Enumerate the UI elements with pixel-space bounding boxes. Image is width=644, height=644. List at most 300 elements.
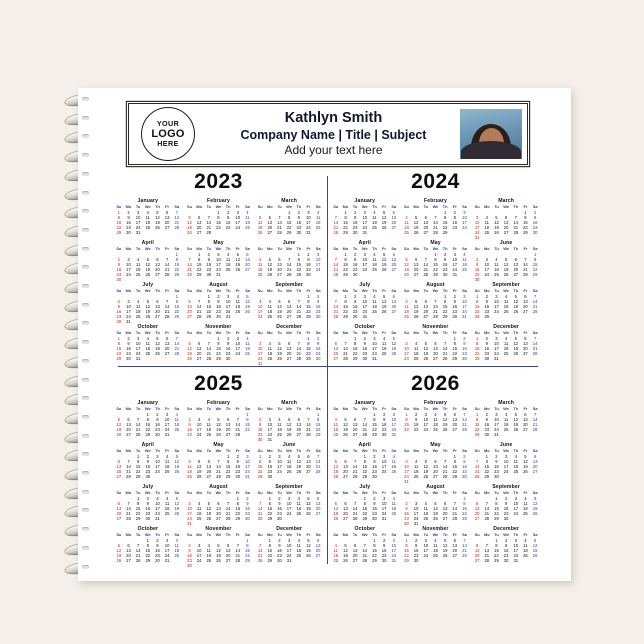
day-cell: 18 — [372, 219, 377, 225]
day-cell: 21 — [286, 266, 292, 272]
day-cell: 30 — [116, 277, 122, 281]
day-cell: 4 — [258, 256, 262, 262]
day-cell: 18 — [391, 505, 397, 511]
year-label: 2024 — [411, 170, 460, 193]
day-cell — [492, 235, 502, 239]
weekday-header: Th — [442, 246, 448, 251]
day-cell: 9 — [373, 500, 376, 506]
months-grid — [114, 198, 323, 365]
day-cell — [421, 479, 431, 483]
month-name: October — [354, 526, 376, 532]
day-cell: 1 — [136, 453, 140, 459]
day-cell: 14 — [352, 463, 358, 469]
day-cell: 6 — [524, 293, 527, 299]
month-block — [331, 484, 399, 525]
day-cell: 26 — [442, 426, 448, 432]
month-block — [185, 526, 253, 567]
day-cell — [370, 272, 380, 277]
weekday-header: Su — [186, 490, 192, 495]
day-cell: 6 — [297, 416, 300, 422]
weekday-header: We — [215, 330, 222, 335]
day-cell: 3 — [405, 458, 408, 464]
day-cell: 9 — [127, 340, 130, 346]
weekday-header: Tu — [494, 330, 499, 335]
weekday-header: Th — [442, 204, 448, 209]
weekday-header: Su — [403, 330, 409, 335]
day-cell: 26 — [413, 313, 419, 319]
day-cell: 9 — [146, 500, 149, 506]
weekday-header: Fr — [382, 288, 387, 293]
day-cell: 3 — [316, 251, 320, 257]
day-cell — [172, 474, 182, 479]
day-cell: 9 — [485, 298, 488, 304]
day-cell: 19 — [155, 219, 160, 225]
weekday-header: Tu — [206, 448, 212, 453]
day-cell: 1 — [136, 495, 140, 501]
month-name: May — [430, 442, 441, 448]
day-cell: 29 — [135, 473, 141, 479]
day-cell: 19 — [277, 308, 282, 314]
month-block — [114, 198, 182, 239]
day-cell — [162, 277, 172, 281]
months-grid — [114, 400, 323, 567]
day-cell: 25 — [513, 468, 519, 474]
day-cell — [501, 314, 511, 319]
weekday-header: We — [361, 288, 368, 293]
day-cell: 25 — [423, 515, 429, 521]
day-cell: 3 — [485, 256, 488, 262]
day-cell: 30 — [462, 355, 467, 361]
weekday-header: Sa — [245, 532, 250, 537]
day-cell: 14 — [296, 303, 302, 309]
day-cell: 4 — [495, 256, 498, 262]
day-cell: 30 — [225, 355, 231, 361]
day-cell: 22 — [404, 552, 409, 558]
day-cell: 20 — [513, 266, 519, 272]
day-cell: 24 — [225, 308, 231, 314]
day-cell: 15 — [245, 547, 250, 553]
day-cell: 1 — [475, 335, 479, 341]
day-cell: 19 — [116, 426, 122, 432]
day-cell — [370, 230, 380, 235]
weekday-header: Th — [296, 330, 302, 335]
day-cell: 1 — [453, 453, 456, 459]
day-cell: 25 — [523, 552, 528, 558]
month-block — [185, 324, 253, 365]
day-cell: 31 — [187, 521, 192, 525]
day-cell: 24 — [494, 308, 499, 314]
day-cell: 11 — [225, 256, 231, 262]
month-day-grid — [472, 407, 540, 437]
day-cell: 11 — [333, 421, 338, 427]
day-cell: 1 — [363, 495, 366, 501]
day-cell: 3 — [495, 293, 498, 299]
weekday-header: We — [286, 490, 292, 495]
day-cell: 16 — [225, 345, 231, 351]
day-cell: 3 — [424, 411, 427, 417]
weekday-header: Tu — [352, 288, 358, 293]
day-cell: 12 — [296, 458, 302, 464]
day-cell: 7 — [334, 214, 337, 220]
day-cell: 17 — [404, 468, 409, 474]
day-cell: 1 — [246, 411, 249, 417]
day-cell — [313, 437, 323, 441]
day-cell: 17 — [474, 224, 480, 230]
day-cell: 23 — [413, 552, 419, 558]
weekday-header: We — [432, 448, 439, 453]
day-cell: 16 — [296, 219, 302, 225]
day-cell: 2 — [117, 256, 120, 262]
day-cell: 16 — [225, 219, 231, 225]
day-cell: 10 — [216, 256, 221, 262]
day-cell: 19 — [145, 308, 151, 314]
month-block — [472, 198, 540, 239]
day-cell: 29 — [216, 355, 221, 361]
day-cell: 7 — [226, 500, 230, 506]
day-cell: 25 — [164, 510, 170, 516]
day-cell: 20 — [187, 308, 192, 314]
day-cell: 28 — [532, 350, 538, 356]
day-cell: 27 — [116, 515, 122, 521]
weekday-header: Tu — [423, 246, 429, 251]
month-day-grid — [331, 289, 399, 319]
day-cell: 2 — [533, 209, 537, 215]
month-name: December — [276, 324, 303, 330]
day-cell: 10 — [484, 261, 490, 267]
weekday-header: Sa — [532, 448, 538, 453]
day-cell: 2 — [504, 495, 508, 501]
weekday-header: Fr — [165, 448, 170, 453]
weekday-header: Su — [333, 448, 339, 453]
weekday-header: Mo — [413, 490, 419, 495]
month-name: April — [141, 240, 154, 246]
day-cell — [153, 356, 163, 361]
day-cell: 13 — [126, 547, 131, 553]
day-cell: 19 — [523, 463, 528, 469]
day-cell: 27 — [474, 515, 480, 521]
weekday-header: Tu — [135, 246, 141, 251]
day-cell: 27 — [523, 350, 528, 356]
day-cell — [511, 277, 521, 281]
day-cell: 6 — [392, 209, 395, 215]
weekday-header: Fr — [165, 406, 170, 411]
day-cell: 29 — [474, 431, 480, 437]
day-cell: 9 — [453, 214, 456, 220]
day-cell: 18 — [267, 350, 273, 356]
day-cell: 2 — [278, 537, 281, 543]
day-cell: 30 — [484, 431, 490, 437]
day-cell: 21 — [532, 345, 538, 351]
day-cell: 21 — [484, 552, 490, 558]
binding-hole — [82, 546, 89, 550]
day-cell — [223, 521, 233, 525]
day-cell: 8 — [344, 214, 347, 220]
day-cell: 25 — [296, 552, 302, 558]
day-cell: 3 — [136, 335, 140, 341]
day-cell: 22 — [442, 308, 448, 314]
day-cell: 2 — [258, 416, 262, 422]
day-cell: 2 — [475, 256, 479, 262]
month-day-grid — [114, 289, 182, 323]
day-cell: 28 — [532, 426, 538, 432]
day-cell: 1 — [533, 251, 537, 257]
day-cell: 12 — [423, 463, 429, 469]
day-cell: 19 — [145, 266, 151, 272]
day-cell: 5 — [278, 298, 281, 304]
day-cell: 27 — [196, 355, 202, 361]
day-cell: 8 — [226, 458, 230, 464]
day-cell: 6 — [246, 251, 249, 257]
day-cell: 28 — [257, 515, 263, 521]
day-cell: 26 — [404, 271, 409, 277]
day-cell — [511, 314, 521, 319]
weekday-header: Sa — [174, 406, 180, 411]
weekday-header: Mo — [267, 532, 273, 537]
day-cell: 1 — [373, 411, 376, 417]
day-cell: 19 — [494, 224, 499, 230]
weekday-header: Mo — [413, 330, 419, 335]
day-cell: 23 — [381, 552, 387, 558]
day-cell: 9 — [268, 458, 271, 464]
notebook-cover — [78, 88, 571, 581]
month-day-grid — [255, 449, 323, 479]
day-cell: 14 — [362, 421, 368, 427]
day-cell: 16 — [187, 552, 192, 558]
day-cell: 18 — [503, 421, 509, 427]
day-cell: 3 — [495, 335, 498, 341]
day-cell: 17 — [267, 426, 273, 432]
day-cell: 11 — [235, 298, 240, 304]
day-cell: 16 — [352, 219, 358, 225]
logo-placeholder — [129, 104, 207, 164]
day-cell: 9 — [188, 421, 191, 427]
day-cell: 4 — [524, 537, 527, 543]
day-cell: 4 — [278, 416, 281, 422]
day-cell: 12 — [206, 505, 212, 511]
day-cell: 27 — [452, 552, 458, 558]
weekday-header: Sa — [245, 406, 250, 411]
day-cell: 28 — [343, 355, 348, 361]
binding-hole — [82, 116, 89, 120]
day-cell: 16 — [245, 505, 250, 511]
month-name: August — [209, 282, 228, 288]
weekday-header: Mo — [196, 532, 202, 537]
weekday-header: Th — [225, 288, 231, 293]
day-cell: 25 — [145, 224, 151, 230]
day-cell: 23 — [503, 552, 509, 558]
weekday-header: Mo — [125, 406, 132, 411]
day-cell: 16 — [315, 345, 321, 351]
day-cell: 4 — [405, 214, 408, 220]
weekday-header: Th — [155, 288, 160, 293]
day-cell: 5 — [156, 335, 159, 341]
day-cell: 19 — [235, 261, 241, 267]
day-cell: 20 — [442, 510, 448, 516]
day-cell: 5 — [514, 411, 517, 417]
day-cell: 1 — [146, 411, 149, 417]
day-cell: 11 — [257, 261, 263, 267]
day-cell: 26 — [267, 271, 273, 277]
day-cell: 21 — [513, 224, 519, 230]
day-cell — [431, 558, 441, 563]
month-day-grid — [402, 407, 470, 432]
day-cell: 31 — [494, 431, 499, 437]
day-cell: 6 — [156, 256, 159, 262]
day-cell — [492, 314, 502, 319]
day-cell: 7 — [475, 458, 479, 464]
day-cell — [133, 319, 143, 323]
day-cell: 2 — [373, 495, 376, 501]
day-cell: 24 — [362, 308, 368, 314]
month-block — [114, 484, 182, 525]
month-name: August — [426, 484, 445, 490]
weekday-header: We — [144, 406, 151, 411]
day-cell: 17 — [462, 303, 467, 309]
day-cell: 8 — [453, 458, 456, 464]
day-cell — [450, 479, 460, 483]
day-cell: 7 — [463, 537, 466, 543]
day-cell: 10 — [391, 416, 397, 422]
weekday-header: Su — [186, 246, 192, 251]
day-cell: 19 — [196, 468, 202, 474]
day-cell: 25 — [413, 473, 419, 479]
month-block — [402, 240, 470, 281]
day-cell: 15 — [267, 547, 273, 553]
day-cell: 11 — [372, 298, 377, 304]
day-cell: 10 — [126, 261, 131, 267]
day-cell: 17 — [155, 505, 160, 511]
day-cell: 28 — [474, 473, 480, 479]
day-cell: 17 — [135, 219, 141, 225]
month-block — [331, 198, 399, 239]
day-cell: 16 — [413, 547, 419, 553]
month-day-grid — [255, 331, 323, 365]
day-cell: 25 — [164, 468, 170, 474]
day-cell: 8 — [463, 500, 466, 506]
day-cell: 18 — [296, 505, 302, 511]
day-cell: 26 — [343, 431, 348, 437]
day-cell: 20 — [413, 266, 419, 272]
day-cell: 28 — [362, 557, 368, 563]
day-cell: 30 — [155, 557, 160, 563]
day-cell — [370, 314, 380, 319]
day-cell — [243, 272, 253, 277]
weekday-header: Fr — [382, 532, 387, 537]
day-cell: 5 — [434, 500, 437, 506]
day-cell: 31 — [286, 557, 292, 563]
day-cell — [243, 563, 253, 567]
weekday-header: Th — [225, 330, 231, 335]
logo-line-2: LOGO — [151, 127, 185, 140]
month-day-grid — [472, 449, 540, 479]
day-cell — [421, 558, 431, 563]
day-cell: 17 — [362, 303, 368, 309]
day-cell: 12 — [216, 547, 221, 553]
day-cell — [172, 319, 182, 323]
day-cell: 14 — [196, 303, 202, 309]
day-cell: 4 — [414, 340, 418, 346]
day-cell: 5 — [188, 340, 191, 346]
day-cell: 17 — [135, 345, 141, 351]
month-day-grid — [472, 331, 540, 361]
day-cell — [294, 361, 304, 365]
weekday-header: Su — [116, 448, 122, 453]
day-cell: 9 — [533, 214, 537, 220]
weekday-header: Fr — [382, 448, 387, 453]
month-name: July — [142, 282, 154, 288]
weekday-header: Tu — [277, 288, 282, 293]
day-cell: 22 — [216, 224, 221, 230]
day-cell: 18 — [174, 421, 180, 427]
day-cell: 10 — [362, 256, 368, 262]
day-cell: 17 — [306, 219, 311, 225]
day-cell: 4 — [463, 251, 466, 257]
weekday-header: Mo — [342, 246, 349, 251]
day-cell: 9 — [297, 214, 300, 220]
weekday-header: Fr — [452, 448, 457, 453]
day-cell: 21 — [362, 426, 368, 432]
day-cell: 22 — [362, 468, 368, 474]
weekday-header: Fr — [523, 204, 528, 209]
day-cell: 29 — [315, 431, 321, 437]
day-cell: 23 — [225, 224, 231, 230]
day-cell: 23 — [257, 431, 263, 437]
day-cell: 24 — [372, 350, 377, 356]
day-cell: 21 — [474, 468, 480, 474]
day-cell: 7 — [434, 214, 437, 220]
day-cell: 14 — [216, 463, 221, 469]
day-cell — [162, 230, 172, 235]
day-cell: 8 — [475, 340, 479, 346]
day-cell: 12 — [442, 416, 448, 422]
day-cell: 25 — [433, 552, 438, 558]
owner-subtitle: Company Name | Title | Subject — [240, 127, 427, 142]
month-block — [402, 282, 470, 323]
day-cell: 23 — [372, 468, 377, 474]
day-cell: 6 — [453, 411, 456, 417]
weekday-header: Fr — [165, 490, 170, 495]
day-cell: 14 — [484, 505, 490, 511]
day-cell: 11 — [494, 261, 499, 267]
day-cell: 28 — [306, 431, 311, 437]
day-cell: 28 — [532, 308, 538, 314]
weekday-header: Su — [474, 204, 480, 209]
day-cell: 11 — [423, 505, 428, 511]
weekday-header: Fr — [523, 330, 528, 335]
day-cell: 21 — [296, 350, 302, 356]
day-cell: 1 — [236, 495, 239, 501]
day-cell: 28 — [126, 473, 131, 479]
day-cell: 28 — [187, 271, 192, 277]
day-cell: 29 — [306, 355, 311, 361]
month-block — [402, 324, 470, 365]
day-cell: 6 — [424, 298, 427, 304]
day-cell: 31 — [452, 271, 458, 277]
binding-hole — [82, 247, 89, 251]
day-cell: 24 — [126, 271, 131, 277]
day-cell: 21 — [174, 219, 180, 225]
weekday-header: Tu — [206, 330, 212, 335]
month-name: April — [358, 442, 371, 448]
day-cell: 1 — [463, 495, 466, 501]
day-cell: 24 — [235, 350, 241, 356]
weekday-header: Su — [403, 246, 409, 251]
header-card — [128, 103, 528, 165]
weekday-header: Su — [116, 288, 122, 293]
day-cell: 9 — [453, 298, 456, 304]
day-cell: 15 — [372, 547, 377, 553]
day-cell — [172, 356, 182, 361]
